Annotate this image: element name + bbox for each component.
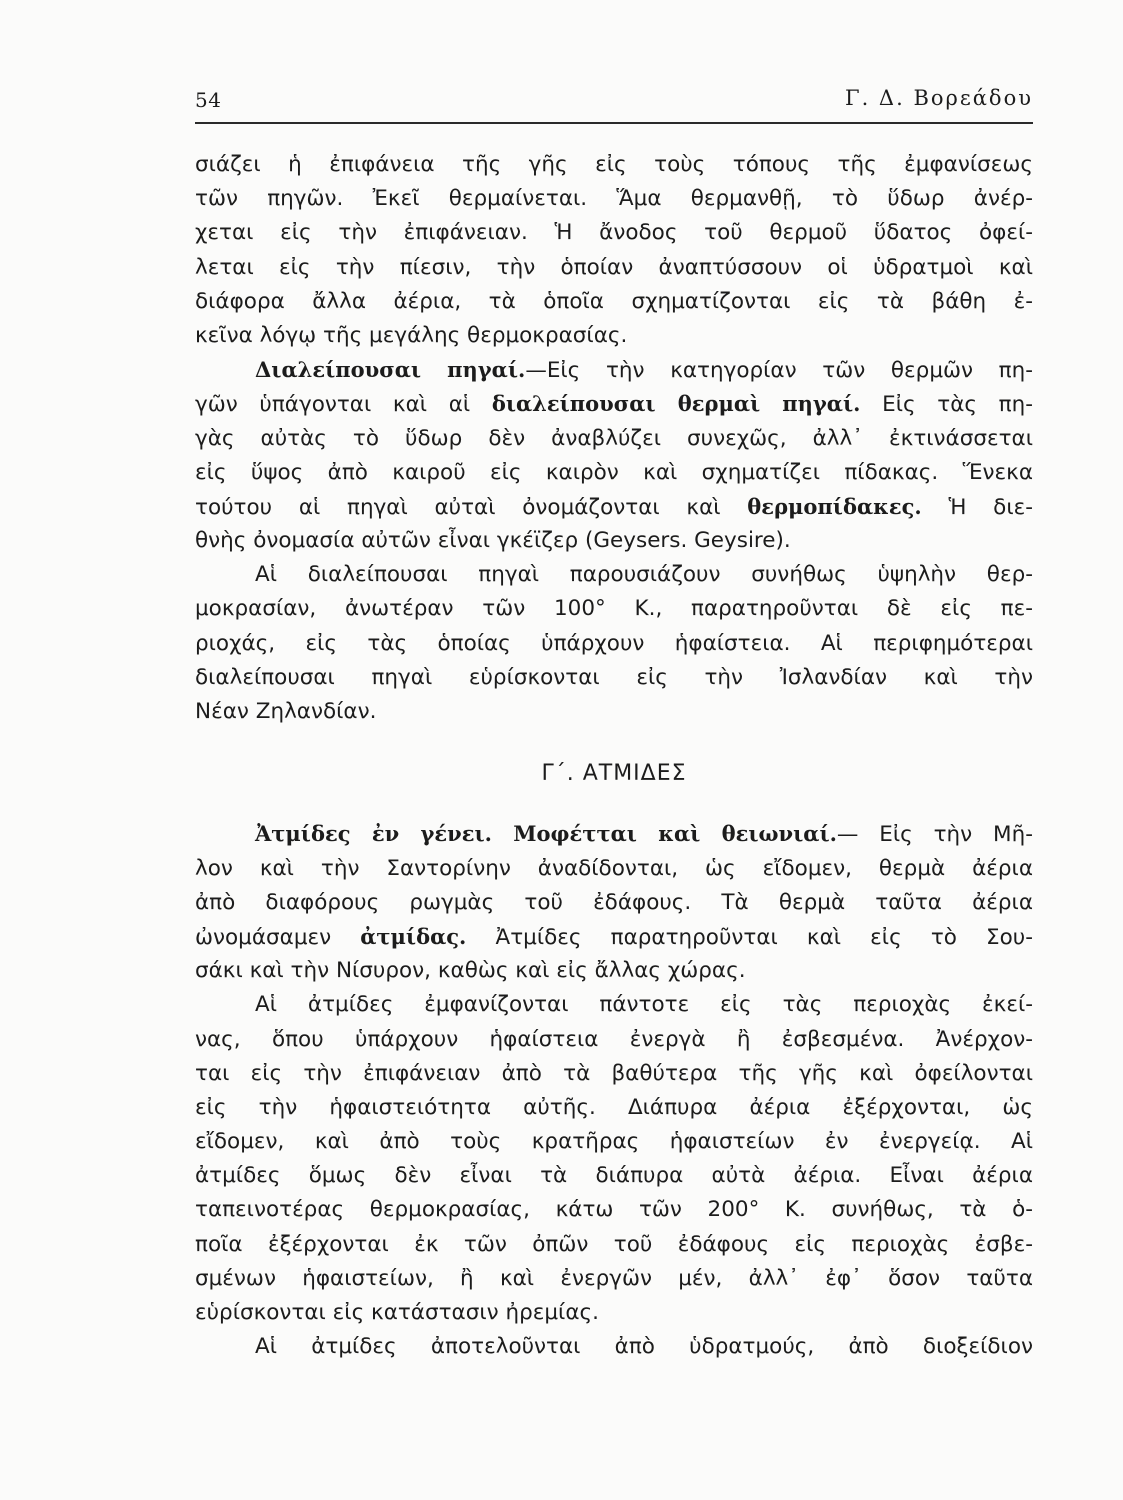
body-text <box>195 148 1033 1364</box>
text-line <box>195 387 1033 421</box>
text-line: διάφορα ἄλλα ἀέρια, τὰ ὁποῖα σχηματίζονται εἰς τὰ βάθη ἐ- <box>195 288 1033 314</box>
text-line: Αἱ ἀτμίδες ἐμφανίζονται πάντοτε εἰς τὰς περιοχὰς ἐκεί- <box>255 992 1033 1018</box>
text-line: κεῖνα λόγῳ τῆς μεγάλης θερμοκρασίας. <box>195 322 628 348</box>
text-run: Εἰς τὰς πη- <box>860 392 1033 418</box>
bold-term: διαλείπουσαι θερμαὶ πηγαί. <box>491 391 861 417</box>
text-line <box>195 920 1033 954</box>
text-run: γῶν ὑπάγονται καὶ αἱ <box>195 392 492 418</box>
text-line: λον καὶ τὴν Σαντορίνην ἀναδίδονται, ὡς εἴδομεν, θερμὰ ἀέρια <box>195 855 1033 881</box>
text-line: τῶν πηγῶν. Ἐκεῖ θερμαίνεται. Ἅμα θερμανθῇ, τὸ ὕδωρ ἀνέρ- <box>195 186 1033 212</box>
text-line <box>195 490 1033 524</box>
paragraph-6 <box>195 1330 1033 1364</box>
page-number: 54 <box>195 88 222 112</box>
bold-term: ἀτμίδας. <box>360 923 467 949</box>
text-run: ὠνομάσαμεν <box>195 924 361 950</box>
text-line: ταπεινοτέρας θερμοκρασίας, κάτω τῶν 200° Κ. συνήθως, τὰ ὁ- <box>195 1197 1033 1223</box>
paragraph-fumaroles <box>195 817 1033 988</box>
text-line: χεται εἰς τὴν ἐπιφάνειαν. Ἡ ἄνοδος τοῦ θερμοῦ ὕδατος ὀφεί- <box>195 220 1033 246</box>
text-run: Ἡ διε- <box>921 494 1033 520</box>
text-line: ται εἰς τὴν ἐπιφάνειαν ἀπὸ τὰ βαθύτερα τῆς γῆς καὶ ὀφείλονται <box>195 1060 1033 1086</box>
text-run: τούτου αἱ πηγαὶ αὐταὶ ὀνομάζονται καὶ <box>195 494 748 520</box>
text-line: νας, ὅπου ὑπάρχουν ἡφαίστεια ἐνεργὰ ἢ ἐσβεσμένα. Ἀνέρχον- <box>195 1026 1033 1052</box>
text-line: εὑρίσκονται εἰς κατάστασιν ἠρεμίας. <box>195 1300 599 1325</box>
text-line: λεται εἰς τὴν πίεσιν, τὴν ὁποίαν ἀναπτύσσουν οἱ ὑδρατμοὶ καὶ <box>195 254 1033 280</box>
text-line: θνὴς ὀνομασία αὐτῶν εἶναι γκέϊζερ (Geysers. Geysire). <box>195 528 791 554</box>
text-line: σμένων ἡφαιστείων, ἢ καὶ ἐνεργῶν μέν, ἀλλ᾽ ἐφ᾽ ὅσον ταῦτα <box>195 1265 1033 1291</box>
text-line: Αἱ διαλείπουσαι πηγαὶ παρουσιάζουν συνήθως ὑψηλὴν θερ- <box>255 562 1033 588</box>
text-line: Νέαν Ζηλανδίαν. <box>195 699 377 724</box>
running-head: Γ. Δ. Βορεάδου <box>845 86 1033 110</box>
header-rule <box>195 122 1033 124</box>
text-run: —Εἰς τὴν κατηγορίαν τῶν θερμῶν πη- <box>525 358 1034 384</box>
section-title: Γ΄. ΑΤΜΙΔΕΣ <box>541 761 687 787</box>
text-line: εἰς ὕψος ἀπὸ καιροῦ εἰς καιρὸν καὶ σχηματίζει πίδακας. Ἕνεκα <box>195 459 1033 485</box>
text-line: γὰς αὐτὰς τὸ ὕδωρ δὲν ἀναβλύζει συνεχῶς, ἀλλ᾽ ἐκτινάσσεται <box>195 425 1033 451</box>
text-line: ἀτμίδες ὅμως δὲν εἶναι τὰ διάπυρα αὐτὰ ἀέρια. Εἶναι ἀέρια <box>195 1163 1033 1189</box>
text-line: ριοχάς, εἰς τὰς ὁποίας ὑπάρχουν ἡφαίστεια. Αἱ περιφημότεραι <box>195 630 1033 656</box>
text-line: διαλείπουσαι πηγαὶ εὑρίσκονται εἰς τὴν Ἰσλανδίαν καὶ τὴν <box>195 664 1033 690</box>
text-line: εἰς τὴν ἡφαιστειότητα αὐτῆς. Διάπυρα ἀέρια ἐξέρχονται, ὡς <box>195 1094 1033 1120</box>
text-run: Ἀτμίδες παρατηροῦνται καὶ εἰς τὸ Σου- <box>466 924 1033 950</box>
paragraph-1 <box>195 148 1033 353</box>
paragraph-intermittent-springs <box>195 353 1033 558</box>
paragraph-heading: Ἀτμίδες ἐν γένει. Μοφέτται καὶ θειωνιαί. <box>255 821 837 847</box>
bold-term: θερμοπίδακες. <box>747 493 922 519</box>
text-line: Αἱ ἀτμίδες ἀποτελοῦνται ἀπὸ ὑδρατμούς, ἀπὸ διοξείδιον <box>255 1334 1033 1360</box>
page-header <box>195 84 1033 114</box>
text-line: εἴδομεν, καὶ ἀπὸ τοὺς κρατῆρας ἡφαιστείων ἐν ἐνεργείᾳ. Αἱ <box>195 1129 1033 1155</box>
text-line: ποῖα ἐξέρχονται ἐκ τῶν ὀπῶν τοῦ ἐδάφους εἰς περιοχὰς ἐσβε- <box>195 1231 1033 1257</box>
text-line: σιάζει ἡ ἐπιφάνεια τῆς γῆς εἰς τοὺς τόπους τῆς ἐμφανίσεως <box>195 152 1033 177</box>
text-line: μοκρασίαν, ἀνωτέραν τῶν 100° Κ., παρατηροῦνται δὲ εἰς πε- <box>195 596 1033 622</box>
text-line <box>195 817 1033 851</box>
paragraph-3 <box>195 558 1033 729</box>
text-line: ἀπὸ διαφόρους ρωγμὰς τοῦ ἐδάφους. Τὰ θερμὰ ταῦτα ἀέρια <box>195 889 1033 915</box>
paragraph-5 <box>195 988 1033 1330</box>
text-run: — Εἰς τὴν Μῆ- <box>836 822 1033 848</box>
paragraph-heading: Διαλείπουσαι πηγαί. <box>255 357 526 383</box>
text-line <box>195 353 1033 387</box>
text-line: σάκι καὶ τὴν Νίσυρον, καθὼς καὶ εἰς ἄλλας χώρας. <box>195 958 746 984</box>
